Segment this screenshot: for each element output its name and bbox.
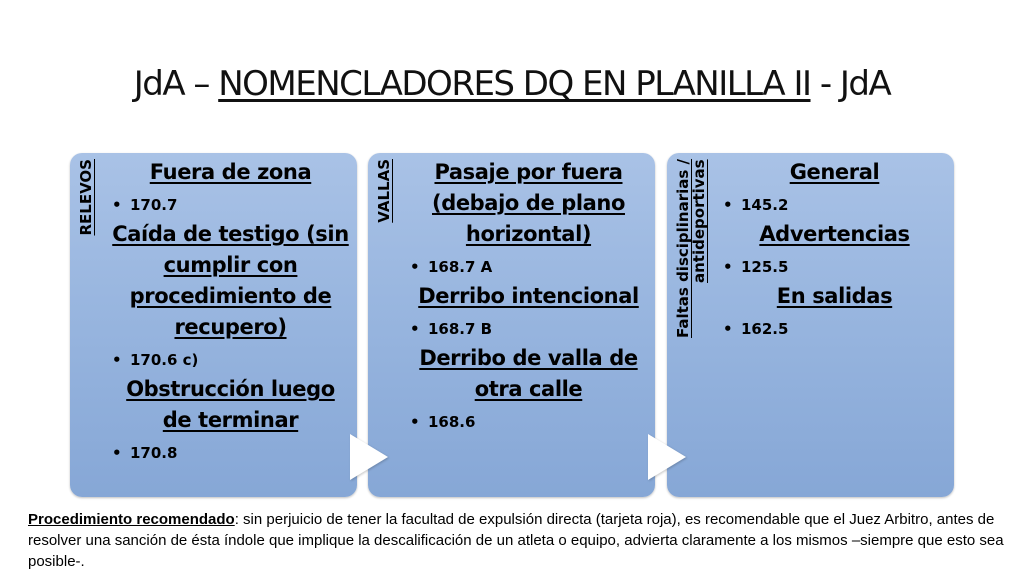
item-heading: Fuera de zona [149, 160, 312, 184]
item-rule: • 168.7 A [410, 257, 647, 277]
item-rule: • 170.6 c) [112, 350, 349, 370]
arrow-icon [350, 434, 388, 480]
item-heading: General [789, 160, 880, 184]
item-heading: Pasaje por fuera (debajo de plano horizontal) [432, 160, 625, 246]
item-heading: Derribo intencional [418, 284, 639, 308]
item-heading: Derribo de valla de otra calle [419, 346, 638, 401]
panel-vallas [368, 153, 655, 497]
title-underlined: NOMENCLADORES DQ EN PLANILLA II [218, 64, 811, 104]
panel-label-text: Faltas disciplinarias / antideportivas [674, 159, 708, 339]
title-prefix: JdA – [133, 64, 219, 104]
item-heading: En salidas [776, 284, 893, 308]
item-heading: Caída de testigo (sin cumplir con procedimiento de recupero) [112, 222, 349, 339]
footer-text: : sin perjuicio de tener la facultad de expulsión directa (tarjeta roja), es recomendable que el Juez Arbitro, antes de resolver una sanción de ésta índole que implique la descalificación de un atleta o equipo, advierta claramente a los mismos –siempre que esto sea posible-. [28, 511, 1004, 570]
footer-label: Procedimiento recomendado [28, 511, 235, 528]
panel-label-text: VALLAS [375, 159, 393, 223]
item-rule: • 125.5 [723, 257, 946, 277]
slide-title [0, 64, 1024, 104]
arrow-icon [648, 434, 686, 480]
panel-label-relevos [78, 159, 104, 489]
item-rule: • 168.6 [410, 412, 647, 432]
item-rule: • 170.7 [112, 195, 349, 215]
item-heading: Advertencias [759, 222, 910, 246]
footer-note [28, 509, 1018, 572]
item-rule: • 168.7 B [410, 319, 647, 339]
item-rule: • 170.8 [112, 443, 349, 463]
title-suffix: - JdA [810, 64, 891, 104]
item-rule: • 145.2 [723, 195, 946, 215]
panel-label-text: RELEVOS [77, 159, 95, 236]
panel-faltas [667, 153, 954, 497]
item-rule: • 162.5 [723, 319, 946, 339]
item-heading: Obstrucción luego de terminar [126, 377, 335, 432]
panel-relevos [70, 153, 357, 497]
